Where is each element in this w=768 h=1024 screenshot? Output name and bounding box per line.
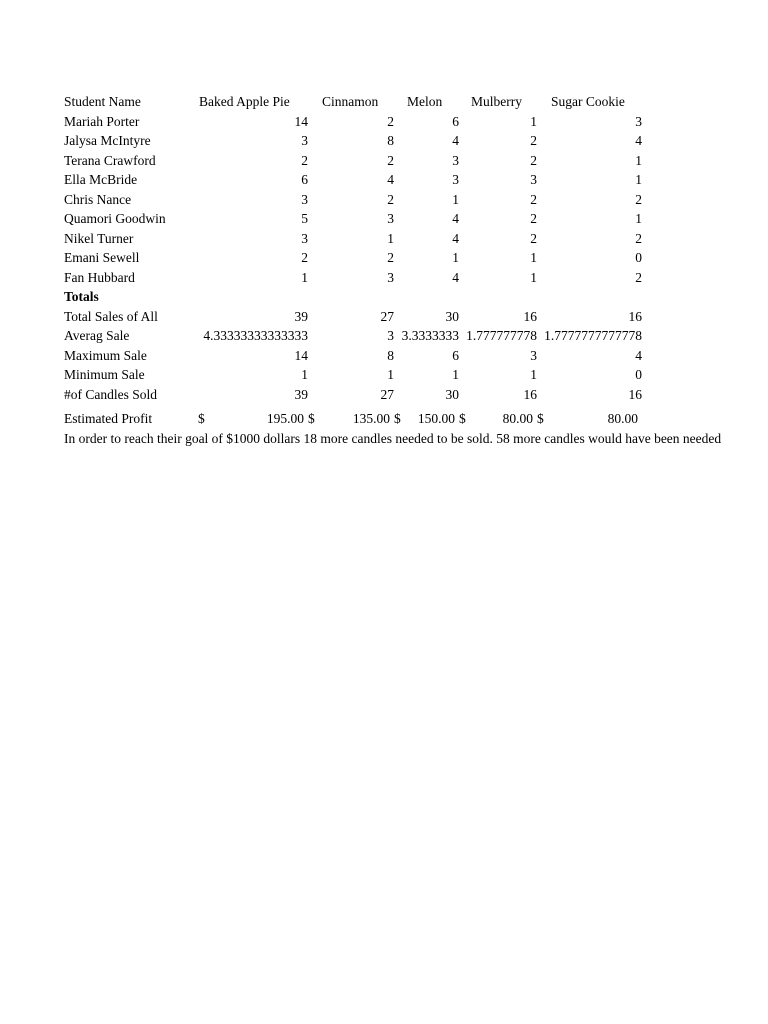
value-cell: 4.33333333333333	[203, 328, 308, 343]
spreadsheet	[64, 92, 722, 452]
profit-cell	[459, 409, 537, 428]
value-cell: 1	[452, 367, 459, 382]
value-cell: 2	[387, 191, 394, 207]
table-row	[64, 131, 642, 150]
value-cell: 4	[452, 230, 459, 246]
value-cell: 16	[628, 308, 642, 324]
value-cell: 4	[452, 133, 459, 148]
summary-label: Maximum Sale	[64, 347, 147, 363]
currency-symbol: $	[459, 411, 466, 426]
value-cell: 5	[301, 211, 308, 226]
value-cell: 2	[387, 152, 394, 168]
table-row	[64, 268, 642, 287]
value-cell: 2	[635, 269, 642, 285]
value-cell: 16	[523, 386, 537, 402]
value-cell: 2	[530, 191, 537, 207]
value-cell: 1	[635, 152, 642, 168]
currency-symbol: $	[198, 411, 205, 426]
header-sugar-cookie: Sugar Cookie	[551, 94, 625, 109]
value-cell: 3	[452, 152, 459, 168]
value-cell: 1	[387, 230, 394, 246]
value-cell: 1	[530, 269, 537, 285]
currency-symbol: $	[308, 411, 315, 426]
value-cell: 0	[635, 367, 642, 382]
value-cell: 2	[301, 250, 308, 265]
value-cell: 1	[301, 269, 308, 285]
value-cell: 4	[387, 172, 394, 187]
value-cell: 3	[635, 113, 642, 129]
profit-cell	[308, 409, 394, 428]
student-name: Emani Sewell	[64, 250, 140, 265]
value-cell: 1	[530, 367, 537, 382]
value-cell: 2	[635, 230, 642, 246]
student-name: Terana Crawford	[64, 152, 156, 168]
value-cell: 2	[387, 113, 394, 129]
table-row	[64, 229, 642, 248]
value-cell: 3	[452, 172, 459, 187]
profit-amount: 80.00	[502, 411, 533, 426]
table-row	[64, 151, 642, 170]
value-cell: 3	[387, 269, 394, 285]
value-cell: 3	[387, 211, 394, 226]
value-cell: 14	[294, 347, 308, 363]
value-cell: 8	[387, 133, 394, 148]
student-name: Mariah Porter	[64, 113, 140, 129]
value-cell: 1	[530, 113, 537, 129]
value-cell: 3	[301, 191, 308, 207]
value-cell: 2	[530, 133, 537, 148]
currency-symbol: $	[394, 411, 401, 426]
value-cell: 16	[523, 308, 537, 324]
header-baked-apple-pie: Baked Apple Pie	[199, 94, 290, 109]
value-cell: 3.3333333	[401, 328, 459, 343]
value-cell: 27	[380, 386, 394, 402]
value-cell: 2	[530, 152, 537, 168]
value-cell: 3	[387, 328, 394, 343]
student-name: Quamori Goodwin	[64, 211, 166, 226]
summary-label: Minimum Sale	[64, 367, 145, 382]
value-cell: 3	[530, 172, 537, 187]
header-mulberry: Mulberry	[471, 94, 522, 109]
summary-row	[64, 307, 642, 326]
header-row	[64, 92, 642, 111]
profit-amount: 150.00	[417, 411, 455, 426]
value-cell: 39	[294, 308, 308, 324]
value-cell: 14	[294, 113, 308, 129]
value-cell: 30	[445, 386, 459, 402]
value-cell: 2	[635, 191, 642, 207]
profit-amount: 135.00	[352, 411, 390, 426]
summary-row	[64, 385, 642, 404]
student-name: Ella McBride	[64, 172, 138, 187]
value-cell: 3	[301, 133, 308, 148]
student-name: Chris Nance	[64, 191, 132, 207]
totals-label: Totals	[64, 289, 99, 304]
value-cell: 3	[530, 347, 537, 363]
value-cell: 1	[301, 367, 308, 382]
summary-row	[64, 365, 642, 384]
value-cell: 2	[530, 230, 537, 246]
value-cell: 1.777777778	[466, 328, 537, 343]
profit-cell	[198, 409, 308, 428]
value-cell: 6	[301, 172, 308, 187]
table-row	[64, 209, 642, 228]
header-cinnamon: Cinnamon	[322, 94, 379, 109]
profit-cell	[394, 409, 459, 428]
summary-label: #of Candles Sold	[64, 386, 157, 402]
table-row	[64, 248, 642, 267]
header-student-name: Student Name	[64, 94, 141, 109]
currency-symbol: $	[537, 411, 544, 426]
value-cell: 8	[387, 347, 394, 363]
profit-amount: 80.00	[607, 411, 638, 426]
value-cell: 39	[294, 386, 308, 402]
value-cell: 27	[380, 308, 394, 324]
goal-note: In order to reach their goal of $1000 dollars 18 more candles needed to be sold. 58 more candles would have been needed	[64, 430, 722, 446]
student-name: Jalysa McIntyre	[64, 133, 151, 148]
value-cell: 1	[452, 250, 459, 265]
value-cell: 1	[635, 211, 642, 226]
value-cell: 16	[628, 386, 642, 402]
totals-row	[64, 287, 642, 306]
table-row	[64, 190, 642, 209]
value-cell: 3	[301, 230, 308, 246]
value-cell: 4	[452, 211, 459, 226]
profit-label: Estimated Profit	[64, 411, 153, 426]
value-cell: 1	[530, 250, 537, 265]
table-row	[64, 170, 642, 189]
value-cell: 30	[445, 308, 459, 324]
value-cell: 1	[635, 172, 642, 187]
summary-label: Averag Sale	[64, 328, 130, 343]
profit-amount: 195.00	[266, 411, 304, 426]
value-cell: 6	[452, 113, 459, 129]
value-cell: 4	[635, 133, 642, 148]
value-cell: 2	[530, 211, 537, 226]
summary-row	[64, 346, 642, 365]
summary-row	[64, 326, 642, 345]
table-row	[64, 112, 642, 131]
student-name: Nikel Turner	[64, 230, 134, 246]
profit-row	[64, 409, 642, 428]
value-cell: 2	[301, 152, 308, 168]
value-cell: 6	[452, 347, 459, 363]
summary-label: Total Sales of All	[64, 308, 158, 324]
value-cell: 1	[452, 191, 459, 207]
value-cell: 1	[387, 367, 394, 382]
value-cell: 2	[387, 250, 394, 265]
value-cell: 4	[635, 347, 642, 363]
value-cell: 0	[635, 250, 642, 265]
value-cell: 1.7777777777778	[544, 328, 642, 343]
profit-cell	[537, 409, 642, 428]
value-cell: 4	[452, 269, 459, 285]
student-name: Fan Hubbard	[64, 269, 135, 285]
header-melon: Melon	[407, 94, 443, 109]
